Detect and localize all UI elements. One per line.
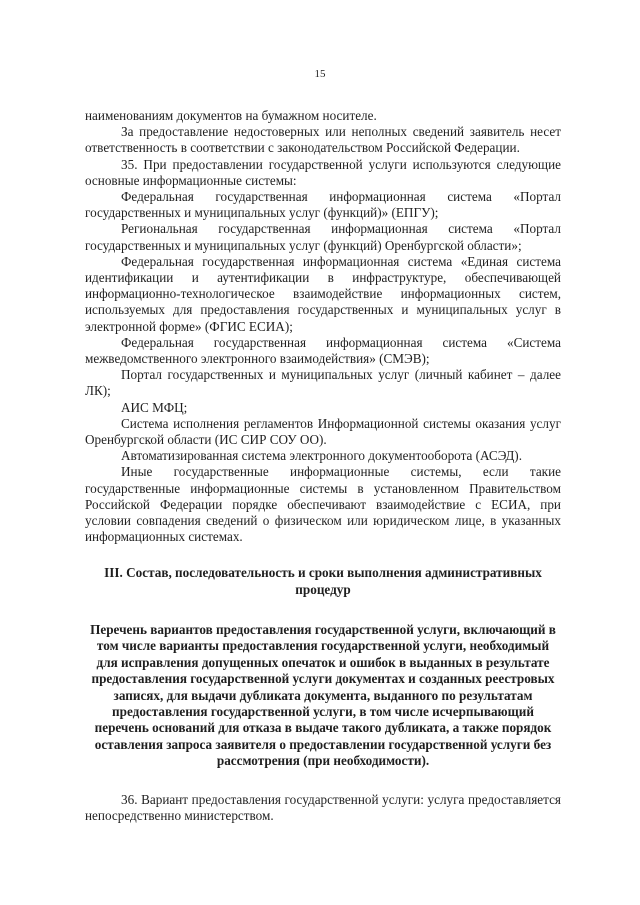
paragraph-is-sir: Система исполнения регламентов Информационной системы оказания услуг Оренбургской области (ИС СИР СОУ ОО). — [85, 415, 561, 448]
paragraph-liability: За предоставление недостоверных или неполных сведений заявитель несет ответственность в соответствии с законодательством Российской Федерации. — [85, 124, 561, 156]
paragraph-ais-mfc: АИС МФЦ; — [121, 399, 188, 415]
paragraph-regional-portal: Региональная государственная информационная система «Портал государственных и муниципальных услуг (функций) Оренбургской области»; — [85, 221, 561, 253]
paragraph-esia: Федеральная государственная информационная система «Единая система идентификации и аутентификации в инфраструктуре, обеспечивающей информационно-технологическое взаимодействие информационных систем, используемых для предоставления государственных и муниципальных услуг в электронной форме» (ФГИС ЕСИА); — [85, 253, 561, 334]
paragraph-other-systems: Иные государственные информационные системы, если такие государственные информационные системы в установленном Правительством Российской Федерации порядке обеспечивают взаимодействие с ЕСИА, при условии совпадения сведений о физическом или юридическом лице, в указанных информационных системах. — [85, 464, 561, 545]
page-number: 15 — [314, 68, 326, 80]
section-title: III. Состав, последовательность и сроки выполнения административных процедур — [104, 565, 542, 597]
paragraph-ased: Автоматизированная система электронного документооборота (АСЭД). — [121, 448, 522, 464]
paragraph-lk: Портал государственных и муниципальных услуг (личный кабинет – далее ЛК); — [85, 367, 561, 399]
paragraph-continuation: наименованиям документов на бумажном носителе. — [85, 108, 377, 123]
paragraph-smev: Федеральная государственная информационная система «Система межведомственного электронного взаимодействия» (СМЭВ); — [85, 334, 561, 367]
subsection-title: Перечень вариантов предоставления государственной услуги, включающий в том числе варианты предоставления государственной услуги, необходимый для исправления допущенных опечаток и ошибок в выданных в результате предоставления государственной услуги документах и созданных реестровых записях, для выдачи дубликата документа, выданного по результатам предоставления государственной услуги, в том числе исчерпывающий перечень оснований для отказа в выдаче такого дубликата, а также порядок оставления запроса заявителя о предоставлении государственной услуги без рассмотрения (при необходимости). — [90, 621, 556, 769]
document-body — [85, 108, 561, 824]
paragraph-36: 36. Вариант предоставления государственной услуги: услуга предоставляется непосредственно министерством. — [85, 791, 561, 823]
paragraph-epgu: Федеральная государственная информационная система «Портал государственных и муниципальных услуг (функций)» (ЕПГУ); — [85, 189, 561, 221]
paragraph-35: 35. При предоставлении государственной услуги используются следующие основные информационные системы: — [85, 156, 561, 188]
